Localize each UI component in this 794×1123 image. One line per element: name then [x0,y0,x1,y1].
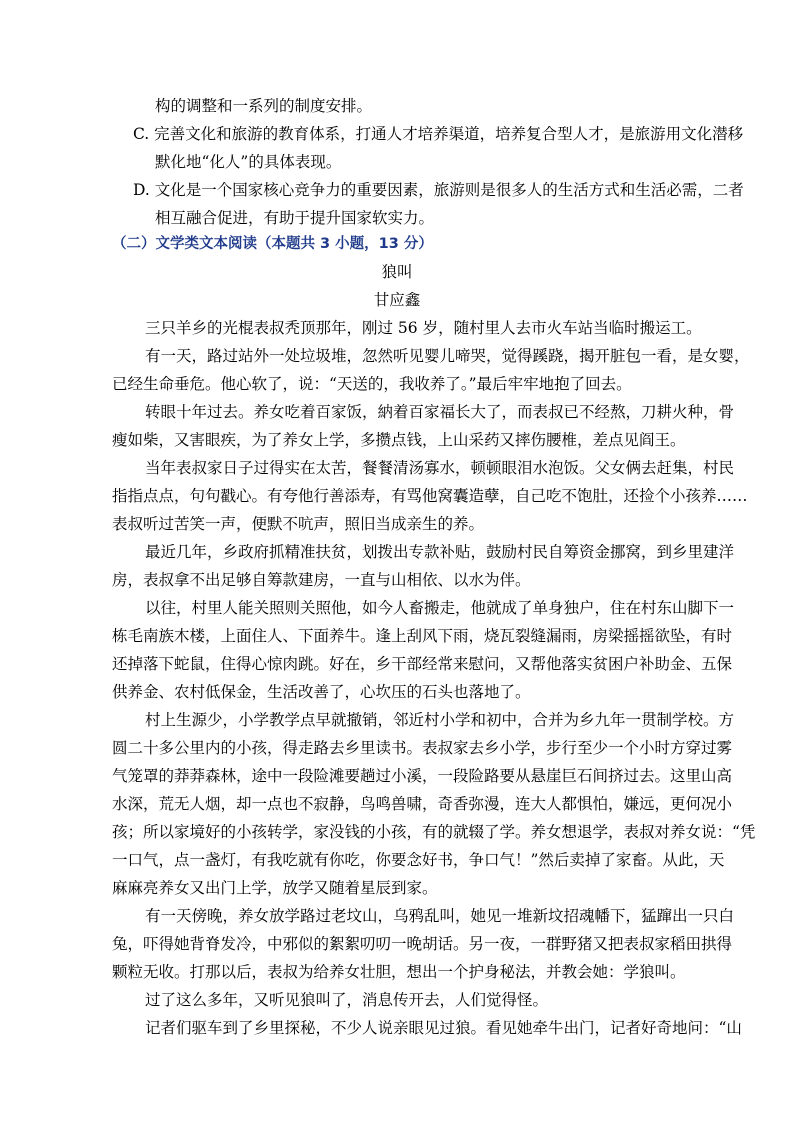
story-line: 颗粒无收。打那以后，表叔为给养女壮胆，想出一个护身秘法，并教会她：学狼叫。 [112,963,686,981]
story-line: 过了这么多年，又听见狼叫了，消息传开去，人们觉得怪。 [145,991,549,1009]
story-line: 瘦如柴，又害眼疾，为了养女上学，多攒点钱，上山采药又摔伤腰椎，差点见阎王。 [112,431,686,449]
story-line: 转眼十年过去。养女吃着百家饭，納着百家福长大了，而表叔已不经熬，刀耕火种，骨 [145,403,735,421]
story-line: 最近几年，乡政府抓精准扶贫，划拨出专款补贴，鼓励村民自筹资金挪窝，到乡里建洋 [145,543,735,561]
story-line: 指指点点，句句戳心。有夸他行善添寿，有骂他窝囊造孽，自己吃不饱肚，还捡个小孩养…… [112,487,748,505]
story-line: 已经生命垂危。他心软了，说：“天送的，我收养了。”最后牢牢地抱了回去。 [112,375,632,393]
option-d-line2: 相互融合促进，有助于提升国家软实力。 [155,209,435,227]
story-line: 还掉落下蛇鼠，住得心惊肉跳。好在，乡干部经常来慰问，又帮他落实贫困户补助金、五保 [112,655,733,673]
story-line: 圆二十多公里内的小孩，得走路去乡里读书。表叔家去乡小学，步行至少一个小时方穿过雾 [112,739,733,757]
story-line: 一口气，点一盏灯，有我吃就有你吃，你要念好书，争口气！”然后卖掉了家畜。从此，天 [112,851,725,869]
story-title: 狼叫 [381,263,413,281]
option-b-tail: 构的调整和一系列的制度安排。 [155,97,373,115]
story-line: 当年表叔家日子过得实在太苦，餐餐清汤寡水，顿顿眼泪水泡饭。父女俩去赶集，村民 [145,459,735,477]
story-line: 表叔听过苦笑一声，便默不吭声，照旧当成亲生的养。 [112,515,485,533]
story-line: 村上生源少，小学教学点早就撤销，邻近村小学和初中，合并为乡九年一贯制学校。方 [145,711,735,729]
story-line: 三只羊乡的光棍表叔秃顶那年，刚过 56 岁，随村里人去市火车站当临时搬运工。 [145,319,702,337]
story-line: 房，表叔拿不出足够自筹款建房，一直与山相依、以水为伴。 [112,571,531,589]
option-c-line1: C. 完善文化和旅游的教育体系，打通人才培养渠道，培养复合型人才，是旅游用文化潜移 [133,125,744,143]
option-c-line2: 默化地“化人”的具体表现。 [155,153,342,171]
story-line: 供养金、农村低保金，生活改善了，心坎压的石头也落地了。 [112,683,531,701]
section-heading: （二）文学类文本阅读（本题共 3 小题，13 分） [112,236,433,252]
story-line: 有一天，路过站外一处垃圾堆，忽然听见婴儿啼哭，觉得蹊跷，揭开脏包一看，是女婴， [145,347,750,365]
story-line: 记者们驱车到了乡里探秘，不少人说亲眼见过狼。看见她牵牛出门，记者好奇地问：“山 [145,1019,742,1037]
story-author: 甘应鑫 [373,291,421,309]
story-line: 栋毛南族木楼，上面住人、下面养牛。逢上刮风下雨，烧瓦裂缝漏雨，房梁摇摇欲坠，有时 [112,627,733,645]
story-line: 水深，荒无人烟，却一点也不寂静，鸟鸣兽啸，奇香弥漫，连大人都惧怕，嫌远，更何况小 [112,795,733,813]
story-line: 以往，村里人能关照则关照他，如今人畜搬走，他就成了单身独户，住在村东山脚下一 [145,599,735,617]
option-d-line1: D. 文化是一个国家核心竞争力的重要因素，旅游则是很多人的生活方式和生活必需，二者 [133,181,744,199]
story-line: 有一天傍晚，养女放学路过老坟山，乌鸦乱叫，她见一堆新坟招魂幡下，猛蹿出一只白 [145,907,735,925]
story-line: 麻麻亮养女又出门上学，放学又随着星辰到家。 [112,879,438,897]
story-line: 孩；所以家境好的小孩转学，家没钱的小孩，有的就辍了学。养女想退学，表叔对养女说：“凭 [112,823,756,841]
story-line: 兔，吓得她背脊发冷，中邪似的絮絮叨叨一晚胡话。另一夜，一群野猪又把表叔家稻田拱得 [112,935,733,953]
story-line: 气笼罩的莽莽森林，途中一段险滩要趟过小溪，一段险路要从悬崖巨石间挤过去。这里山高 [112,767,733,785]
